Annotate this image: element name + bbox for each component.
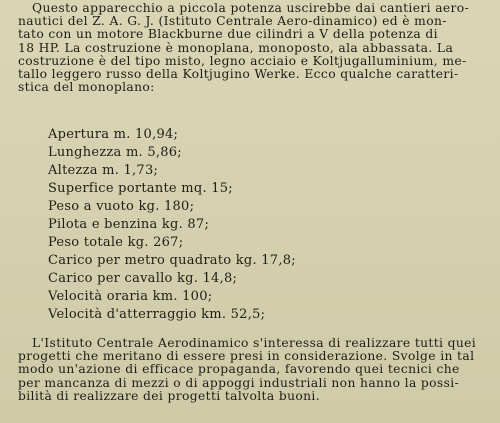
paragraph-line: stica del monoplano: [18, 80, 155, 95]
spec-item: Apertura m. 10,94; [48, 127, 179, 142]
paragraph-line: bilità di realizzare dei progetti talvolta buoni. [18, 388, 320, 403]
spec-item: Velocità d'atterraggio km. 52,5; [48, 307, 266, 322]
spec-item: Superfice portante mq. 15; [48, 181, 233, 196]
paragraph-line: tato con un motore Blackburne due cilindri a V della potenza di [18, 27, 438, 42]
spec-item: Carico per metro quadrato kg. 17,8; [48, 253, 296, 268]
spec-item: Peso totale kg. 267; [48, 235, 184, 250]
spec-item: Peso a vuoto kg. 180; [48, 199, 195, 214]
intro-paragraph [18, 2, 486, 94]
spec-item: Lunghezza m. 5,86; [48, 145, 182, 160]
closing-paragraph [18, 337, 486, 403]
spec-item: Velocità oraria km. 100; [48, 289, 213, 304]
paragraph-line: per mancanza di mezzi o di appoggi industriali non hanno la possi- [18, 375, 460, 390]
spec-item: Pilota e benzina kg. 87; [48, 217, 210, 232]
paragraph-line: Questo apparecchio a piccola potenza uscirebbe dai cantieri aero- [32, 1, 470, 15]
paragraph-line: costruzione è del tipo misto, legno acciaio e Koltjugalluminium, me- [18, 53, 467, 68]
paragraph-line: progetti che meritano di essere presi in considerazione. Svolge in tal [18, 349, 475, 364]
paragraph-line: modo un'azione di efficace propaganda, favorendo quei tecnici che [18, 362, 460, 377]
spec-item: Carico per cavallo kg. 14,8; [48, 271, 238, 286]
specifications-list [48, 126, 296, 324]
paragraph-line: tallo leggero russo della Koltjugino Werke. Ecco qualche caratteri- [18, 67, 459, 82]
spec-item: Altezza m. 1,73; [48, 163, 159, 178]
paragraph-line: nautici del Z. A. G. J. (Istituto Centrale Aero-dinamico) ed è mon- [18, 14, 447, 29]
paragraph-line: L'Istituto Centrale Aerodinamico s'interessa di realizzare tutti quei [32, 336, 477, 350]
paragraph-line: 18 HP. La costruzione è monoplana, monoposto, ala abbassata. La [18, 40, 454, 55]
